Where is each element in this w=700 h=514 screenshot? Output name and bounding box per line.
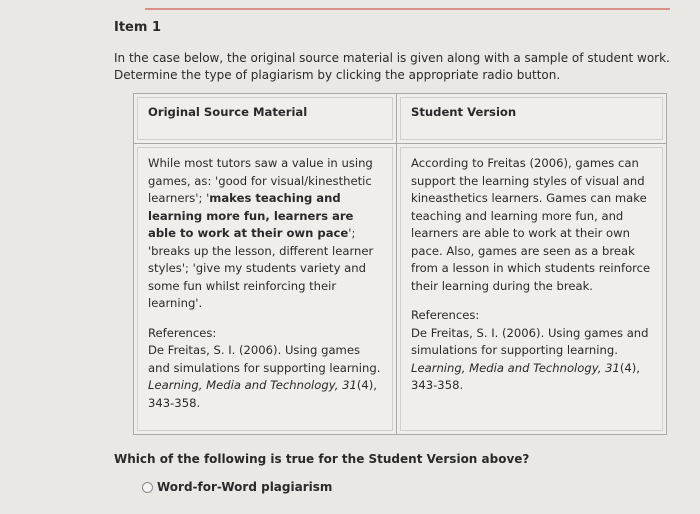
item-title: Item 1 (114, 20, 161, 35)
student-header-cell (397, 94, 667, 144)
original-header-cell (134, 94, 397, 144)
top-divider (145, 8, 670, 10)
student-header: Student Version (411, 105, 517, 119)
student-reference: De Freitas, S. I. (2006). Using games and simulations for supporting learning. Learning, Media and Technology, 31(4), 343-358. (411, 325, 649, 392)
radio-button[interactable] (142, 482, 153, 493)
table-header-row (134, 94, 667, 144)
question-text: Which of the following is true for the Student Version above? (114, 452, 530, 466)
student-text: According to Freitas (2006), games can support the learning styles of visual and kineasthetics learners. Games can make teaching and learning more fun, and learners are able to work at their own pace. Also, games are seen as a break from a lesson in which students reinforce their learning during the break. (411, 156, 651, 293)
option-word-for-word[interactable] (142, 480, 332, 494)
original-text: While most tutors saw a value in using games, as: 'good for visual/kinesthetic learners'; 'makes teaching and learning more fun, learners are able to work at their own pace'; 'breaks up the lesson, different learner styles'; 'give my students variety and some fun whilst reinforcing their learning'. (148, 156, 374, 310)
original-reference: De Freitas, S. I. (2006). Using games and simulations for supporting learning. Learning, Media and Technology, 31(4), 343-358. (148, 343, 381, 410)
original-cell (134, 144, 397, 435)
table-body-row (134, 144, 667, 435)
instructions-text: In the case below, the original source material is given along with a sample of student work. Determine the type of plagiarism by clicking the appropriate radio button. (114, 51, 670, 82)
original-header: Original Source Material (148, 105, 308, 119)
student-cell (397, 144, 667, 435)
original-references-label: References: (148, 325, 217, 340)
comparison-table (133, 93, 667, 435)
option-label: Word-for-Word plagiarism (157, 480, 333, 494)
student-references-label: References: (411, 308, 480, 322)
